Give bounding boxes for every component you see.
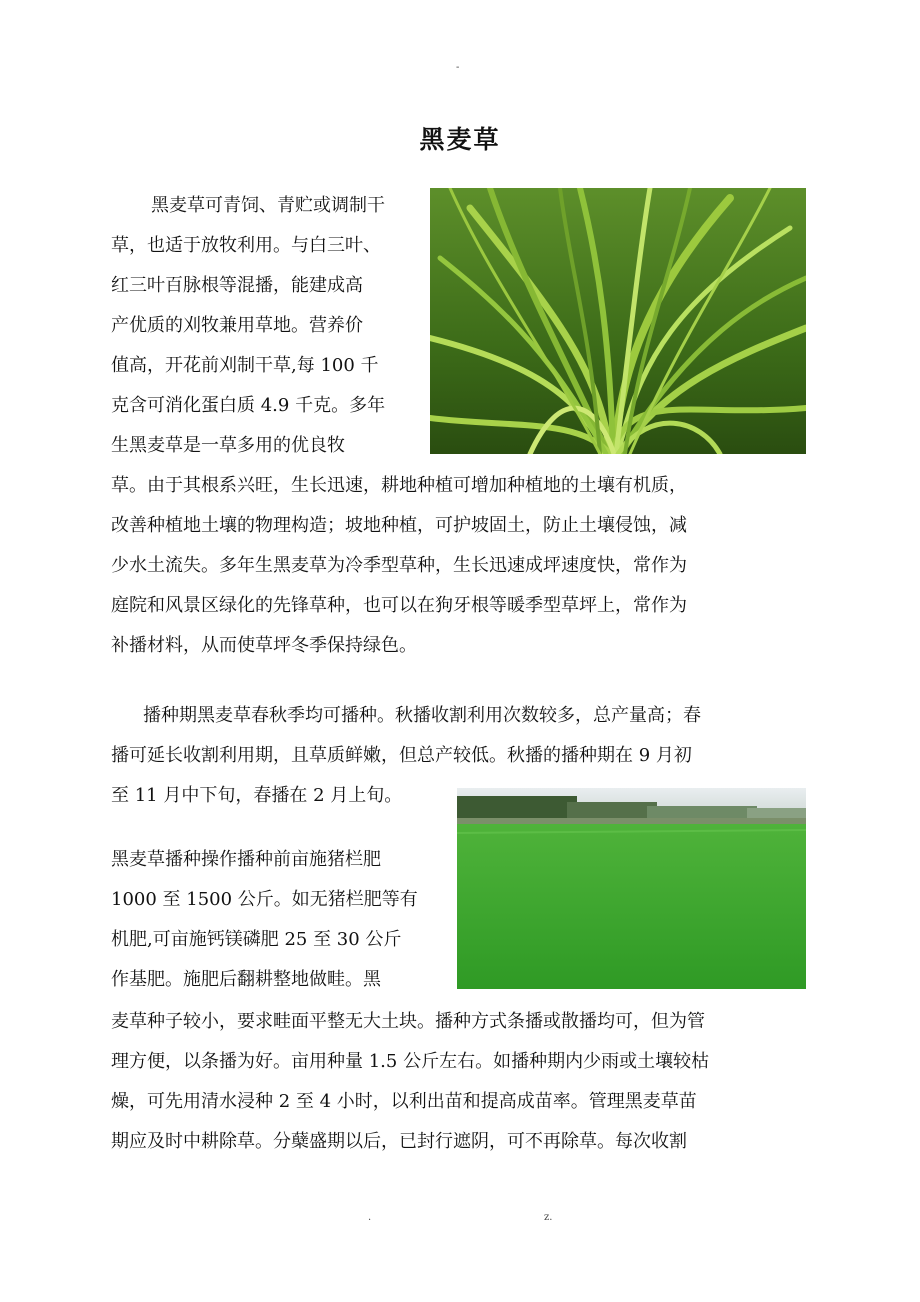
text-line: 庭院和风景区绿化的先锋草种，也可以在狗牙根等暖季型草坪上，常作为 [111, 595, 687, 616]
text-line: 机肥,可亩施钙镁磷肥 25 至 30 公斤 [111, 929, 402, 950]
text-line: 改善种植地土壤的物理构造；坡地种植，可护坡固土，防止土壤侵蚀，减 [111, 515, 687, 536]
footer-right-marker: z. [544, 1212, 553, 1223]
text-line: 草，也适于放牧利用。与白三叶、 [111, 235, 381, 256]
text-line: 作基肥。施肥后翻耕整地做畦。黑 [111, 969, 381, 990]
text-line: 麦草种子较小，要求畦面平整无大土块。播种方式条播或散播均可，但为管 [111, 1011, 705, 1032]
text-line: 黑麦草播种操作播种前亩施猪栏肥 [111, 849, 381, 870]
text-line: 燥，可先用清水浸种 2 至 4 小时，以利出苗和提高成苗率。管理黑麦草苗 [111, 1091, 697, 1112]
footer-left-marker: . [368, 1212, 372, 1223]
header-marker: - [456, 62, 460, 73]
ryegrass-photo [430, 188, 806, 454]
page-title: 黑麦草 [419, 125, 501, 154]
text-line: 期应及时中耕除草。分蘖盛期以后，已封行遮阴，可不再除草。每次收割 [111, 1131, 687, 1152]
text-line: 草。由于其根系兴旺，生长迅速，耕地种植可增加种植地的土壤有机质， [111, 475, 687, 496]
text-line: 播可延长收割利用期，且草质鲜嫩，但总产较低。秋播的播种期在 9 月初 [111, 745, 692, 766]
lawn-photo [457, 788, 806, 989]
text-line: 至 11 月中下旬，春播在 2 月上旬。 [111, 785, 403, 806]
text-line: 值高，开花前刈制干草,每 100 千 [111, 355, 379, 376]
text-line: 产优质的刈牧兼用草地。营养价 [111, 315, 363, 336]
lawn-illustration [457, 788, 806, 989]
text-line: 播种期黑麦草春秋季均可播种。秋播收割利用次数较多，总产量高；春 [143, 705, 701, 726]
text-line: 克含可消化蛋白质 4.9 千克。多年 [111, 395, 386, 416]
text-line: 1000 至 1500 公斤。如无猪栏肥等有 [111, 889, 418, 910]
text-line: 理方便，以条播为好。亩用种量 1.5 公斤左右。如播种期内少雨或土壤较枯 [111, 1051, 710, 1072]
text-line: 黑麦草可青饲、青贮或调制干 [151, 195, 385, 216]
text-line: 补播材料，从而使草坪冬季保持绿色。 [111, 635, 417, 656]
text-line: 红三叶百脉根等混播，能建成高 [111, 275, 363, 296]
text-line: 少水土流失。多年生黑麦草为冷季型草种，生长迅速成坪速度快，常作为 [111, 555, 687, 576]
text-line: 生黑麦草是一草多用的优良牧 [111, 435, 345, 456]
ryegrass-illustration [430, 188, 806, 454]
